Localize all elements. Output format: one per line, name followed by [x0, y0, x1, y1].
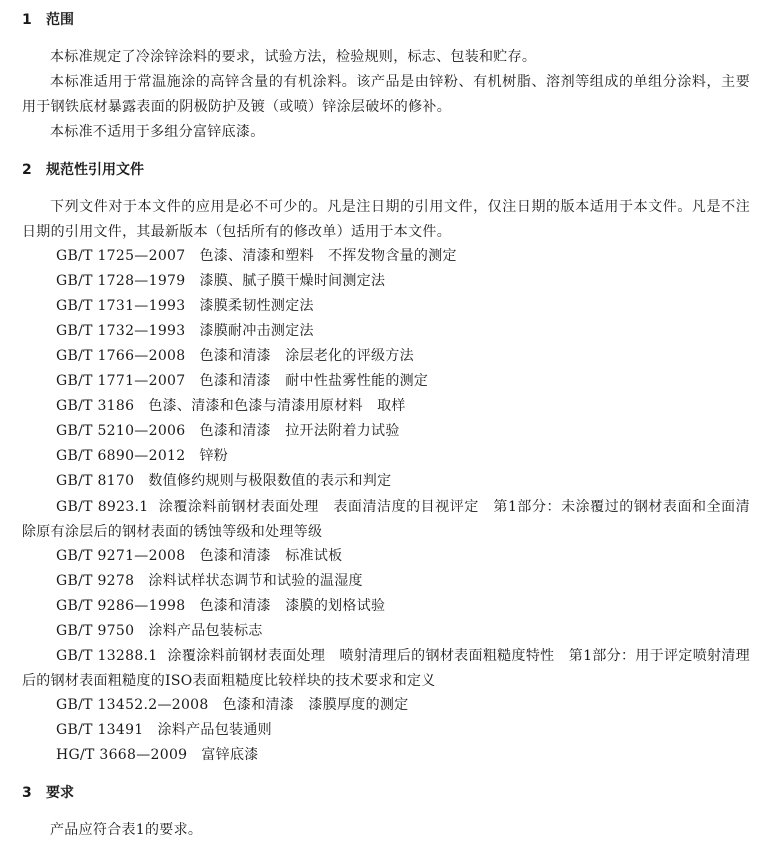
section-number: 3 [22, 785, 32, 801]
reference-title: 锌粉 [199, 448, 229, 464]
reference-title: 涂料试样状态调节和试验的温湿度 [148, 573, 363, 589]
reference-item [56, 345, 414, 365]
section-title: 范围 [46, 12, 74, 28]
reference-title: 数值修约规则与极限数值的表示和判定 [148, 473, 392, 489]
reference-item [56, 620, 263, 640]
section-title: 规范性引用文件 [46, 162, 144, 178]
reference-code: GB/T 1771—2007 [56, 373, 186, 389]
reference-code: GB/T 1766—2008 [56, 348, 186, 364]
reference-item [56, 395, 406, 415]
section-heading-requirements [22, 782, 74, 802]
reference-title: 涂覆涂料前钢材表面处理 表面清洁度的目视评定 第1部分：未涂覆过的钢材表面和全面清除原有涂层后的钢材表面的锈蚀等级和处理等级 [22, 499, 750, 540]
reference-item [56, 744, 259, 764]
reference-title: 富锌底漆 [201, 747, 259, 763]
reference-item [56, 445, 228, 465]
reference-code: GB/T 6890—2012 [56, 448, 186, 464]
reference-item [56, 570, 363, 590]
reference-code: GB/T 9271—2008 [56, 548, 186, 564]
reference-item [56, 245, 457, 265]
reference-code: GB/T 1725—2007 [56, 248, 186, 264]
reference-code: GB/T 1731—1993 [56, 298, 186, 314]
reference-title: 色漆和清漆 标准试板 [199, 548, 343, 564]
reference-code: GB/T 13288.1 [56, 648, 158, 664]
reference-title: 色漆、清漆和色漆与清漆用原材料 取样 [148, 398, 406, 414]
reference-item [56, 320, 314, 340]
section-number: 1 [22, 12, 32, 28]
reference-title: 漆膜耐冲击测定法 [199, 323, 314, 339]
reference-title: 涂料产品包装标志 [148, 623, 263, 639]
paragraph: 本标准规定了冷涂锌涂料的要求，试验方法，检验规则，标志、包装和贮存。 [50, 49, 537, 65]
reference-item [56, 270, 385, 290]
reference-code: GB/T 8170 [56, 473, 135, 489]
paragraph: 本标准不适用于多组分富锌底漆。 [50, 124, 265, 140]
section-number: 2 [22, 162, 32, 178]
reference-item [22, 495, 750, 545]
reference-code: GB/T 1728—1979 [56, 273, 186, 289]
reference-item [56, 370, 428, 390]
paragraph: 产品应符合表1的要求。 [50, 822, 203, 838]
reference-code: GB/T 13491 [56, 722, 144, 738]
reference-title: 色漆和清漆 拉开法附着力试验 [199, 423, 400, 439]
reference-item [56, 719, 272, 739]
reference-item [22, 644, 750, 694]
reference-code: GB/T 9286—1998 [56, 598, 186, 614]
reference-item [56, 420, 400, 440]
reference-title: 漆膜、腻子膜干燥时间测定法 [199, 273, 386, 289]
reference-code: GB/T 9750 [56, 623, 135, 639]
reference-item [56, 295, 314, 315]
reference-code: GB/T 5210—2006 [56, 423, 186, 439]
paragraph: 下列文件对于本文件的应用是必不可少的。凡是注日期的引用文件，仅注日期的版本适用于本文件。凡是不注日期的引用文件，其最新版本（包括所有的修改单）适用于本文件。 [22, 199, 750, 240]
reference-code: GB/T 1732—1993 [56, 323, 186, 339]
reference-title: 色漆、清漆和塑料 不挥发物含量的测定 [199, 248, 457, 264]
section-heading-normative-references [22, 159, 144, 179]
reference-title: 涂料产品包装通则 [157, 722, 272, 738]
reference-title: 色漆和清漆 漆膜厚度的测定 [222, 697, 409, 713]
reference-title: 色漆和清漆 涂层老化的评级方法 [199, 348, 414, 364]
reference-item [56, 545, 342, 565]
reference-title: 色漆和清漆 耐中性盐雾性能的测定 [199, 373, 429, 389]
reference-title: 涂覆涂料前钢材表面处理 喷射清理后的钢材表面粗糙度特性 第1部分：用于评定喷射清理后的钢材表面粗糙度的ISO表面粗糙度比较样块的技术要求和定义 [22, 648, 750, 689]
reference-code: GB/T 9278 [56, 573, 135, 589]
reference-title: 色漆和清漆 漆膜的划格试验 [199, 598, 386, 614]
reference-code: GB/T 8923.1 [56, 499, 149, 515]
section-title: 要求 [46, 785, 74, 801]
reference-code: GB/T 3186 [56, 398, 135, 414]
reference-item [56, 470, 391, 490]
reference-item [56, 595, 385, 615]
reference-title: 漆膜柔韧性测定法 [199, 298, 314, 314]
section-heading-scope [22, 9, 74, 29]
paragraph: 本标准适用于常温施涂的高锌含量的有机涂料。该产品是由锌粉、有机树脂、溶剂等组成的单组分涂料，主要用于钢铁底材暴露表面的阴极防护及镀（或喷）锌涂层破坏的修补。 [22, 74, 750, 115]
reference-code: GB/T 13452.2—2008 [56, 697, 209, 713]
reference-item [56, 694, 409, 714]
reference-code: HG/T 3668—2009 [56, 747, 188, 763]
